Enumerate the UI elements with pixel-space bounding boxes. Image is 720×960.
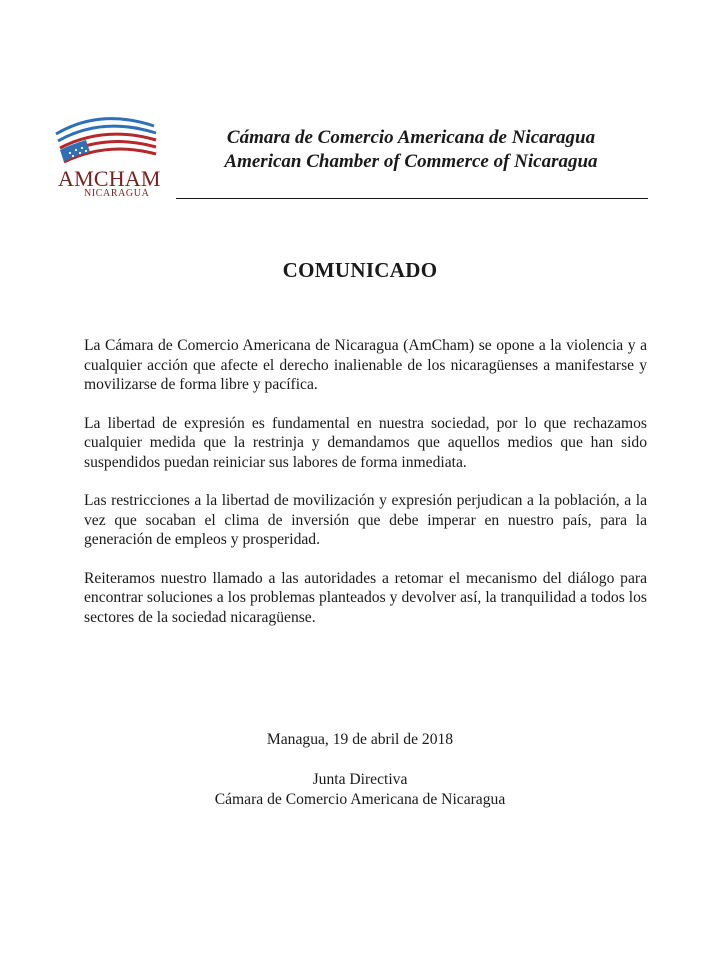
letterhead-english: American Chamber of Commerce of Nicaragua	[224, 151, 598, 172]
letterhead-rule	[176, 198, 648, 199]
amcham-logo	[50, 112, 162, 202]
signoff-board: Junta Directiva	[312, 771, 408, 788]
flag-swoosh-icon	[50, 112, 162, 172]
paragraph-4: Reiteramos nuestro llamado a las autoridades a retomar el mecanismo del diálogo para encontrar soluciones a los problemas planteados y devolver así, la tranquilidad a todos los sectores de la sociedad nicaragüense.	[84, 569, 647, 626]
paragraph-3: Las restricciones a la libertad de movilización y expresión perjudican a la población, a la vez que socaban el clima de inversión que debe imperar en nuestro país, para la generación de empleos y prosperidad.	[84, 492, 647, 548]
logo-wordmark: AMCHAM	[58, 166, 161, 191]
paragraph-1: La Cámara de Comercio Americana de Nicaragua (AmCham) se opone a la violencia y a cualquier acción que afecte el derecho inalienable de los nicaragüenses a manifestarse y movilizarse de forma libre y pacífica.	[84, 337, 647, 393]
document-body	[84, 336, 647, 646]
signoff-date: Managua, 19 de abril de 2018	[266, 731, 454, 748]
signoff-organization: Cámara de Comercio Americana de Nicaragua	[214, 791, 506, 808]
letterhead-spanish: Cámara de Comercio Americana de Nicaragua	[226, 127, 596, 148]
logo-subtitle: NICARAGUA	[84, 188, 150, 199]
paragraph-2: La libertad de expresión es fundamental en nuestra sociedad, por lo que rechazamos cualquier medida que la restrinja y demandamos que aquellos medios que han sido suspendidos puedan reiniciar sus labores de forma inmediata.	[84, 414, 647, 471]
document-title: COMUNICADO	[282, 258, 438, 282]
letterhead	[176, 126, 646, 174]
